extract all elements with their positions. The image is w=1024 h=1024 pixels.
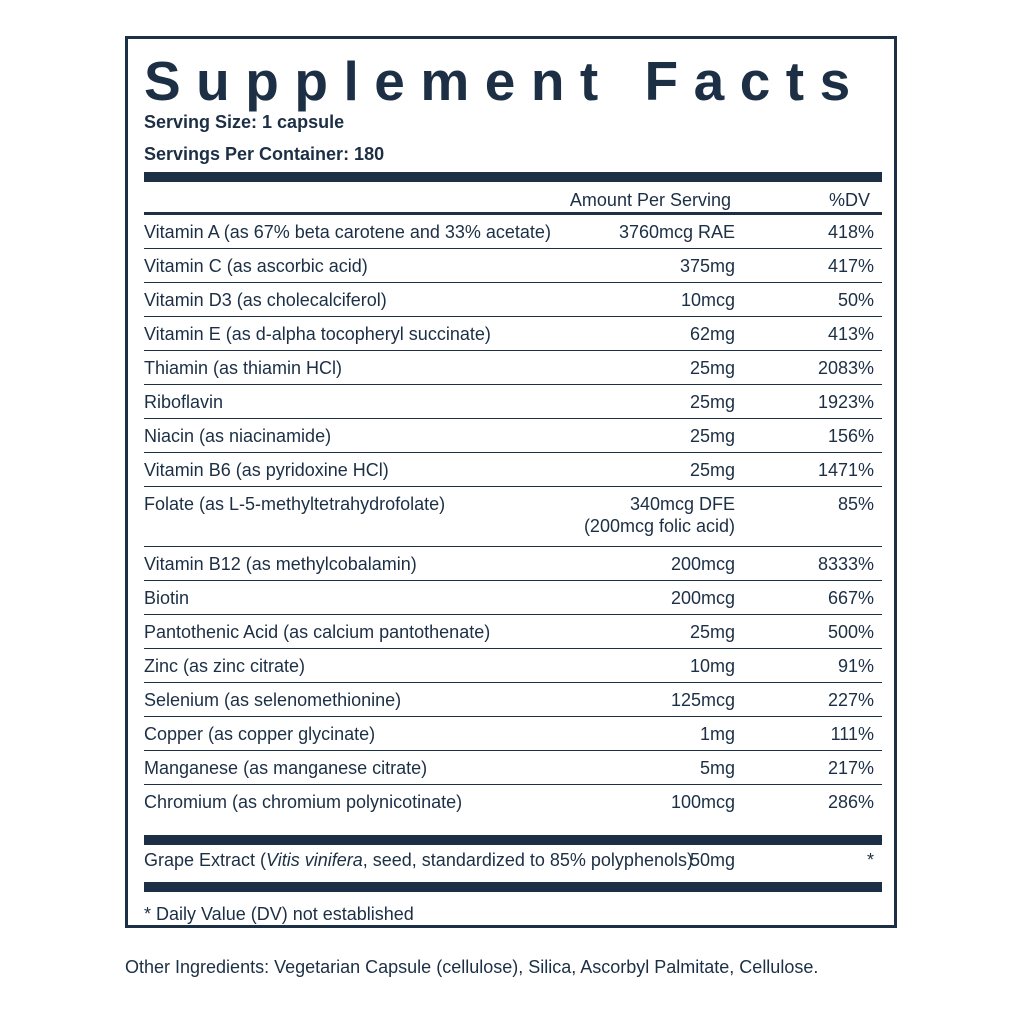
table-row: [144, 785, 882, 819]
nutrient-name: Copper (as copper glycinate): [144, 724, 376, 744]
bottom-divider: [144, 882, 882, 892]
nutrient-amount: 1mg: [699, 724, 735, 744]
nutrient-amount: 25mg: [689, 622, 735, 642]
nutrient-dv: 156%: [827, 426, 874, 446]
nutrient-name: Folate (as L-5-methyltetrahydrofolate): [144, 494, 446, 514]
nutrient-dv: 217%: [827, 758, 874, 778]
nutrient-name: Riboflavin: [144, 392, 224, 412]
nutrient-amount: 340mcg DFE (200mcg folic acid): [583, 494, 735, 536]
nutrient-dv: 418%: [827, 222, 874, 242]
nutrient-dv: 227%: [827, 690, 874, 710]
nutrient-dv: 417%: [827, 256, 874, 276]
grape-extract-row: [144, 849, 882, 871]
nutrient-amount: 25mg: [689, 358, 735, 378]
nutrient-dv: 413%: [827, 324, 874, 344]
table-row: [144, 751, 882, 785]
table-row: [144, 453, 882, 487]
nutrient-name: Vitamin A (as 67% beta carotene and 33% acetate): [144, 222, 551, 242]
table-row: [144, 317, 882, 351]
table-row: [144, 283, 882, 317]
nutrient-dv: 667%: [827, 588, 874, 608]
table-row: [144, 717, 882, 751]
nutrient-name: Zinc (as zinc citrate): [144, 656, 306, 676]
servings-per-container: Servings Per Container: 180: [144, 144, 385, 164]
table-row: [144, 683, 882, 717]
nutrient-name: Vitamin C (as ascorbic acid): [144, 256, 368, 276]
nutrient-dv: 91%: [837, 656, 874, 676]
nutrient-amount: 10mcg: [680, 290, 735, 310]
nutrient-dv: 1923%: [817, 392, 874, 412]
grape-extract-dv: *: [866, 850, 874, 870]
nutrient-amount: 10mg: [689, 656, 735, 676]
nutrient-name: Vitamin D3 (as cholecalciferol): [144, 290, 387, 310]
nutrient-amount: 25mg: [689, 460, 735, 480]
nutrient-name: Manganese (as manganese citrate): [144, 758, 428, 778]
nutrient-amount: 3760mcg RAE: [618, 222, 735, 242]
nutrient-amount: 25mg: [689, 426, 735, 446]
other-ingredients: Other Ingredients: Vegetarian Capsule (cellulose), Silica, Ascorbyl Palmitate, Cellulose.: [125, 957, 819, 977]
table-row: [144, 581, 882, 615]
top-divider: [144, 172, 882, 182]
nutrient-name: Pantothenic Acid (as calcium pantothenate): [144, 622, 491, 642]
nutrient-dv: 8333%: [817, 554, 874, 574]
nutrient-name: Thiamin (as thiamin HCl): [144, 358, 343, 378]
nutrient-amount: 25mg: [689, 392, 735, 412]
nutrient-name: Biotin: [144, 588, 190, 608]
table-row: [144, 649, 882, 683]
table-row: [144, 249, 882, 283]
nutrient-dv: 286%: [827, 792, 874, 812]
nutrient-dv: 85%: [837, 494, 874, 514]
table-row: [144, 215, 882, 249]
nutrient-name: Vitamin E (as d-alpha tocopheryl succinate): [144, 324, 491, 344]
nutrient-amount: 125mcg: [670, 690, 735, 710]
nutrient-amount: 200mcg: [670, 588, 735, 608]
nutrient-name: Vitamin B6 (as pyridoxine HCl): [144, 460, 389, 480]
nutrient-dv: 111%: [830, 724, 874, 744]
grape-extract-amount: 50mg: [689, 850, 735, 870]
nutrient-dv: 50%: [837, 290, 874, 310]
nutrient-amount: 375mg: [679, 256, 735, 276]
nutrient-table: [144, 215, 882, 819]
nutrient-name: Selenium (as selenomethionine): [144, 690, 402, 710]
table-row: [144, 385, 882, 419]
nutrient-dv: 2083%: [817, 358, 874, 378]
nutrient-name: Niacin (as niacinamide): [144, 426, 332, 446]
amount-column-header: Amount Per Serving: [569, 190, 731, 210]
table-row: [144, 615, 882, 649]
nutrient-dv: 500%: [827, 622, 874, 642]
nutrient-name: Vitamin B12 (as methylcobalamin): [144, 554, 417, 574]
supplement-facts-panel: [125, 36, 897, 928]
grape-extract-name: Grape Extract (Vitis vinifera, seed, standardized to 85% polyphenols): [144, 850, 693, 870]
nutrient-amount: 200mcg: [670, 554, 735, 574]
table-row: [144, 419, 882, 453]
serving-size: Serving Size: 1 capsule: [144, 112, 345, 132]
nutrient-name: Chromium (as chromium polynicotinate): [144, 792, 463, 812]
panel-title: Supplement Facts: [144, 50, 866, 112]
nutrient-amount: 100mcg: [670, 792, 735, 812]
footnote: * Daily Value (DV) not established: [144, 904, 414, 924]
grape-top-divider: [144, 835, 882, 845]
nutrient-amount: 62mg: [689, 324, 735, 344]
table-row: [144, 351, 882, 385]
table-row: [144, 547, 882, 581]
nutrient-amount: 5mg: [699, 758, 735, 778]
table-row: [144, 487, 882, 547]
dv-column-header: %DV: [828, 190, 870, 210]
nutrient-dv: 1471%: [817, 460, 874, 480]
